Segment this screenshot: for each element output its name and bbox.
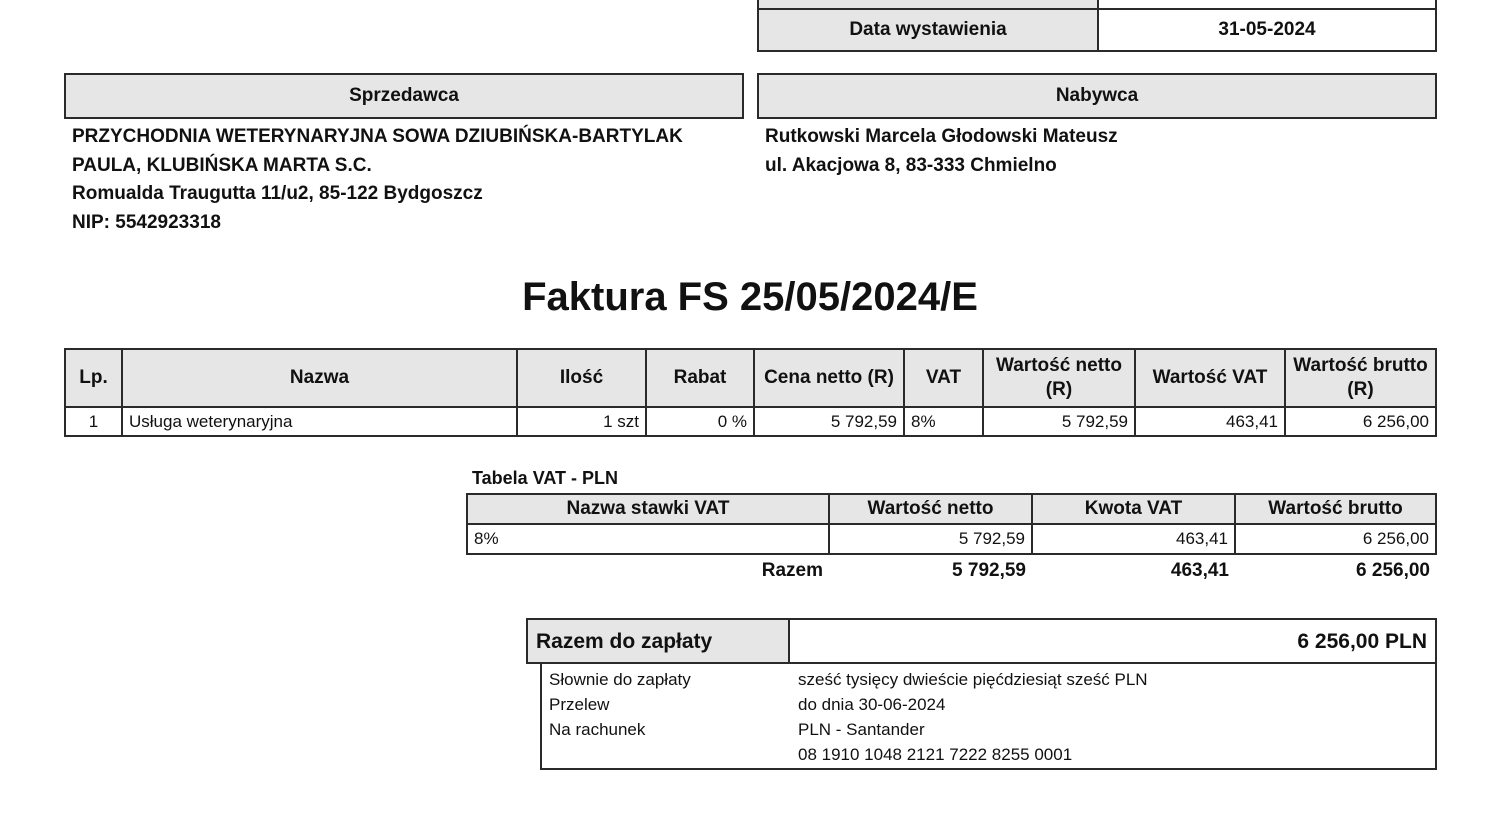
- payment-header: [526, 618, 1437, 664]
- vat-net: 5 792,59: [829, 524, 1032, 554]
- buyer-heading: Nabywca: [757, 73, 1437, 119]
- method-label: Przelew: [549, 695, 610, 714]
- col-net-price: Cena netto (R): [754, 349, 904, 407]
- vat-col-gross: Wartość brutto: [1235, 494, 1436, 524]
- issue-date-top-left: [759, 0, 1099, 8]
- vat-header-row: [467, 494, 1436, 524]
- item-vat: 8%: [904, 407, 983, 436]
- col-qty: Ilość: [517, 349, 646, 407]
- seller-line: NIP: 5542923318: [72, 211, 221, 233]
- vat-total-row: [467, 554, 1436, 586]
- payment-values: [798, 667, 1148, 767]
- item-gross-value: 6 256,00: [1285, 407, 1436, 436]
- payment-labels: [549, 667, 691, 742]
- item-qty: 1 szt: [517, 407, 646, 436]
- method-value: do dnia 30-06-2024: [798, 695, 946, 714]
- col-lp: Lp.: [65, 349, 122, 407]
- item-net-value: 5 792,59: [983, 407, 1135, 436]
- items-header-row: [65, 349, 1436, 407]
- vat-total-gross: 6 256,00: [1356, 559, 1430, 581]
- issue-date-value: 31-05-2024: [1218, 19, 1316, 40]
- item-name: Usługa weterynaryjna: [122, 407, 517, 436]
- issue-date-top-row: [759, 0, 1435, 8]
- col-net-value: Wartość netto (R): [983, 349, 1135, 407]
- col-vat: VAT: [904, 349, 983, 407]
- vat-table: [466, 493, 1437, 586]
- vat-col-rate: Nazwa stawki VAT: [467, 494, 829, 524]
- vat-rate-name: 8%: [467, 524, 829, 554]
- in-words-value: sześć tysięcy dwieście pięćdziesiąt sześć PLN: [798, 670, 1148, 689]
- vat-amount: 463,41: [1032, 524, 1235, 554]
- item-vat-value: 463,41: [1135, 407, 1285, 436]
- invoice-title: Faktura FS 25/05/2024/E: [522, 275, 978, 319]
- account-number: 08 1910 1048 2121 7222 8255 0001: [798, 745, 1073, 764]
- items-table: [64, 348, 1437, 437]
- buyer-details: [765, 123, 1435, 180]
- vat-total-vat: 463,41: [1170, 559, 1229, 581]
- account-label: Na rachunek: [549, 720, 646, 739]
- col-vat-value: Wartość VAT: [1135, 349, 1285, 407]
- item-net-price: 5 792,59: [754, 407, 904, 436]
- account-bank: PLN - Santander: [798, 720, 925, 739]
- seller-heading: Sprzedawca: [64, 73, 744, 119]
- payment-box: [526, 618, 1437, 770]
- vat-col-vat: Kwota VAT: [1032, 494, 1235, 524]
- vat-total-label: Razem: [761, 559, 823, 581]
- seller-line: Romualda Traugutta 11/u2, 85-122 Bydgoszcz: [72, 183, 483, 204]
- table-row: [467, 524, 1436, 554]
- col-gross-value: Wartość brutto (R): [1285, 349, 1436, 407]
- col-discount: Rabat: [646, 349, 754, 407]
- payment-label: Razem do zapłaty: [528, 620, 790, 662]
- buyer-line: Rutkowski Marcela Głodowski Mateusz: [765, 126, 1118, 147]
- col-name: Nazwa: [122, 349, 517, 407]
- vat-table-caption: Tabela VAT - PLN: [472, 468, 619, 488]
- vat-gross: 6 256,00: [1235, 524, 1436, 554]
- vat-total-net: 5 792,59: [952, 559, 1026, 581]
- item-lp: 1: [65, 407, 122, 436]
- seller-line: PRZYCHODNIA WETERYNARYJNA SOWA DZIUBIŃSKA-BARTYLAK: [72, 126, 683, 147]
- issue-date-box: [757, 0, 1437, 52]
- in-words-label: Słownie do zapłaty: [549, 670, 691, 689]
- seller-line: PAULA, KLUBIŃSKA MARTA S.C.: [72, 154, 372, 176]
- item-discount: 0 %: [646, 407, 754, 436]
- vat-col-net: Wartość netto: [829, 494, 1032, 524]
- payment-details: [540, 664, 1437, 770]
- issue-date-top-right: [1099, 0, 1435, 8]
- issue-date-row: [759, 8, 1435, 50]
- buyer-line: ul. Akacjowa 8, 83-333 Chmielno: [765, 154, 1057, 176]
- seller-details: [72, 123, 752, 237]
- table-row: [65, 407, 1436, 436]
- issue-date-label: Data wystawienia: [759, 10, 1099, 50]
- payment-amount: 6 256,00 PLN: [1297, 630, 1427, 653]
